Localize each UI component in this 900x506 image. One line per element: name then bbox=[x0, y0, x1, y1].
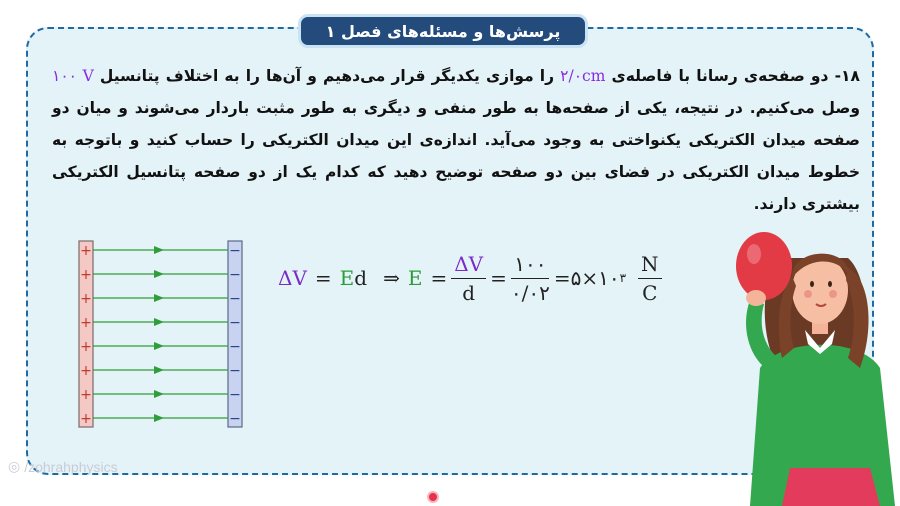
problem-text-start: دو صفحه‌ی رسانا با فاصله‌ی bbox=[611, 67, 829, 85]
problem-statement bbox=[52, 60, 860, 220]
right-cheek bbox=[829, 290, 837, 298]
fraction-2-denominator: ۰/۰۲ bbox=[510, 280, 550, 305]
solution-equation bbox=[278, 250, 666, 306]
unit-fraction bbox=[638, 252, 662, 305]
field-symbol-e-2: E bbox=[407, 266, 423, 290]
instagram-icon: ◎ bbox=[8, 458, 21, 474]
left-cheek bbox=[804, 290, 812, 298]
field-arrow bbox=[154, 246, 164, 254]
fraction-1-denominator: d bbox=[462, 280, 476, 305]
balloon bbox=[736, 232, 792, 300]
fraction-numeric bbox=[511, 252, 550, 305]
fraction-2-numerator: ۱۰۰ bbox=[511, 252, 549, 279]
negative-charge-sign: − bbox=[229, 267, 241, 283]
right-eye bbox=[828, 281, 832, 287]
positive-charge-sign: + bbox=[80, 363, 92, 379]
positive-charge-sign: + bbox=[80, 243, 92, 259]
field-arrow bbox=[154, 366, 164, 374]
parallel-plate-diagram bbox=[76, 240, 248, 430]
positive-charge-sign: + bbox=[80, 339, 92, 355]
distance-symbol-d: d bbox=[354, 266, 368, 290]
negative-charge-sign: − bbox=[229, 339, 241, 355]
negative-charge-sign: − bbox=[229, 243, 241, 259]
equals-sign-2: = bbox=[430, 266, 448, 290]
pants bbox=[782, 468, 880, 506]
equals-sign-3: = bbox=[490, 266, 507, 290]
negative-charge-sign: − bbox=[229, 411, 241, 427]
positive-charge-sign: + bbox=[80, 387, 92, 403]
negative-charge-sign: − bbox=[229, 291, 241, 307]
positive-charge-sign: + bbox=[80, 267, 92, 283]
field-arrow bbox=[154, 318, 164, 326]
problem-text-mid: را موازی یکدیگر قرار می‌دهیم و آن‌ها را به اختلاف پتانسیل bbox=[99, 67, 555, 85]
balloon-girl-illustration bbox=[720, 218, 900, 506]
equals-sign-4: = bbox=[553, 266, 571, 290]
fraction-dv-over-d bbox=[451, 252, 486, 305]
unit-numerator: N bbox=[638, 252, 662, 279]
field-arrow bbox=[154, 294, 164, 302]
result-value: ۵×۱۰ bbox=[570, 266, 620, 290]
left-eye bbox=[810, 281, 814, 287]
distance-value: ۲/۰cm bbox=[560, 67, 606, 85]
result-exponent: ۳ bbox=[619, 271, 627, 285]
watermark bbox=[8, 458, 118, 475]
unit-denominator: C bbox=[642, 280, 658, 305]
record-indicator bbox=[427, 491, 439, 503]
field-arrow bbox=[154, 270, 164, 278]
voltage-value: ۱۰۰ V bbox=[52, 67, 94, 85]
field-arrow bbox=[154, 414, 164, 422]
watermark-text: /zohrahphysics bbox=[24, 458, 118, 475]
positive-charge-sign: + bbox=[80, 291, 92, 307]
field-lines bbox=[80, 243, 241, 427]
balloon-shine bbox=[747, 244, 761, 264]
negative-charge-sign: − bbox=[229, 315, 241, 331]
positive-charge-sign: + bbox=[80, 315, 92, 331]
field-symbol-e: E bbox=[339, 266, 355, 290]
page-title bbox=[298, 14, 588, 48]
negative-charge-sign: − bbox=[229, 387, 241, 403]
hand bbox=[746, 290, 766, 306]
problem-number: ۱۸- bbox=[834, 67, 860, 85]
page-title-text: پرسش‌ها و مسئله‌های فصل ۱ bbox=[325, 21, 561, 41]
fraction-1-numerator: ΔV bbox=[451, 252, 486, 279]
field-arrow bbox=[154, 342, 164, 350]
equals-sign-1: = bbox=[314, 266, 332, 290]
delta-v-symbol: ΔV bbox=[278, 266, 307, 290]
negative-charge-sign: − bbox=[229, 363, 241, 379]
field-arrow bbox=[154, 390, 164, 398]
implies-sign: ⇒ bbox=[383, 266, 400, 290]
positive-charge-sign: + bbox=[80, 411, 92, 427]
problem-text-end: وصل می‌کنیم. در نتیجه، یکی از صفحه‌ها به طور منفی و دیگری به طور مثبت باردار می‌شوند و میان دو صفحه میدان الکتریکی یکنواختی به وجود می‌آید. اندازه‌ی این میدان الکتریکی را حساب کنید و باتوجه به خطوط میدان الکتریکی در فضای بین دو صفحه توضیح دهید که کدام یک از دو صفحه پتانسیل الکتریکی بیشتری دارند. bbox=[52, 99, 860, 213]
